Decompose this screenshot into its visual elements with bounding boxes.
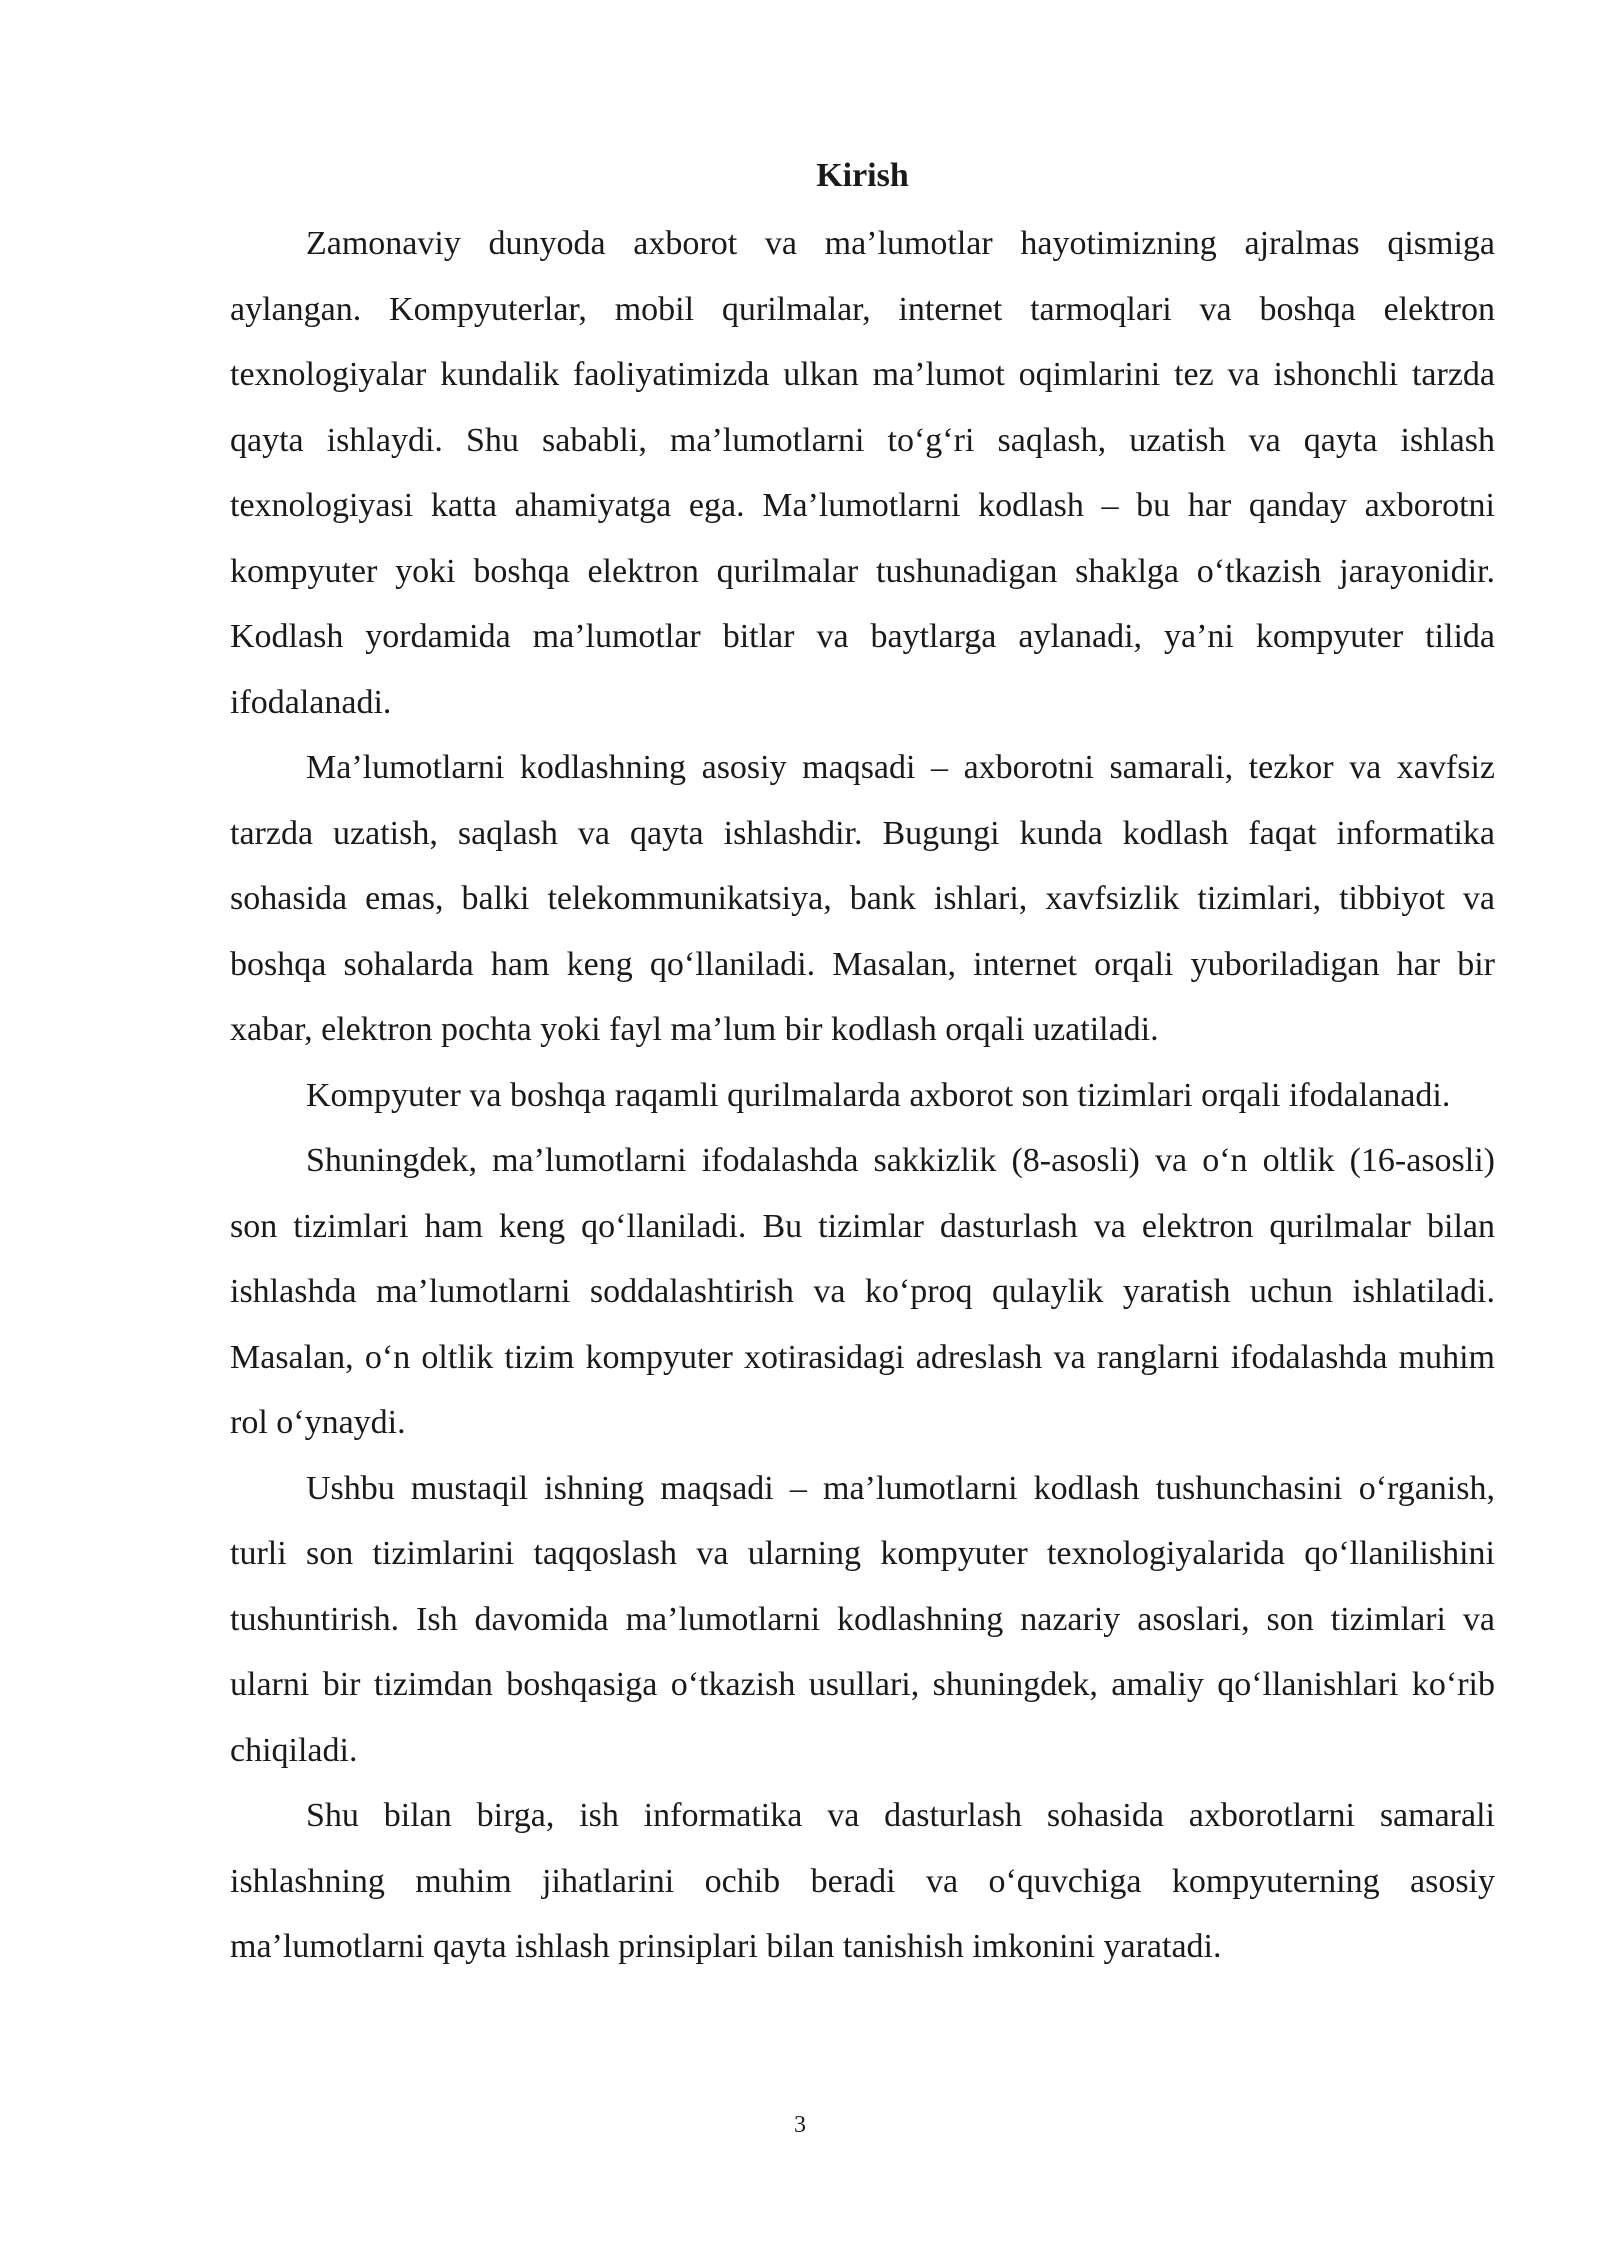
paragraph-3: Kompyuter va boshqa raqamli qurilmalarda axborot son tizimlari orqali ifodalanadi. [306, 1076, 1451, 1114]
paragraph-1: Zamonaviy dunyoda axborot va ma’lumotlar hayotimizning ajralmas qismiga aylangan. Kompyuterlar, mobil qurilmalar, internet tarmoqlari va boshqa elektron texnologiyalar kundalik faoliyatimizda ulkan ma’lumot oqimlarini tez va ishonchli tarzda qayta ishlaydi. Shu sababli, ma’lumotlarni to‘g‘ri saqlash, uzatish va qayta ishlash texnologiyasi katta ahamiyatga ega. Ma’lumotlarni kodlash – bu har qanday axborotni kompyuter yoki boshqa elektron qurilmalar tushunadigan shaklga o‘tkazish jarayonidir. Kodlash yordamida ma’lumotlar bitlar va baytlarga aylanadi, ya’ni kompyuter tilida ifodalanadi. [230, 225, 1495, 721]
paragraph-6: Shu bilan birga, ish informatika va dasturlash sohasida axborotlarni samarali ishlashning muhim jihatlarini ochib beradi va o‘quvchiga kompyuterning asosiy ma’lumotlarni qayta ishlash prinsiplari bilan tanishish imkonini yaratadi. [230, 1797, 1495, 1965]
paragraph-5: Ushbu mustaqil ishning maqsadi – ma’lumotlarni kodlash tushunchasini o‘rganish, turli son tizimlarini taqqoslash va ularning kompyuter texnologiyalarida qo‘llanilishini tushuntirish. Ish davomida ma’lumotlarni kodlashning nazariy asoslari, son tizimlari va ularni bir tizimdan boshqasiga o‘tkazish usullari, shuningdek, amaliy qo‘llanishlari ko‘rib chiqiladi. [230, 1469, 1495, 1769]
paragraph-2: Ma’lumotlarni kodlashning asosiy maqsadi – axborotni samarali, tezkor va xavfsiz tarzda uzatish, saqlash va qayta ishlashdir. Bugungi kunda kodlash faqat informatika sohasida emas, balki telekommunikatsiya, bank ishlari, xavfsizlik tizimlari, tibbiyot va boshqa sohalarda ham keng qo‘llaniladi. Masalan, internet orqali yuboriladigan har bir xabar, elektron pochta yoki fayl ma’lum bir kodlash orqali uzatiladi. [230, 749, 1495, 1048]
paragraph-4: Shuningdek, ma’lumotlarni ifodalashda sakkizlik (8-asosli) va o‘n oltlik (16-asosli) son tizimlari ham keng qo‘llaniladi. Bu tizimlar dasturlash va elektron qurilmalar bilan ishlashda ma’lumotlarni soddalashtirish va ko‘proq qulaylik yaratish uchun ishlatiladi. Masalan, o‘n oltlik tizim kompyuter xotirasidagi adreslash va ranglarni ifodalashda muhim rol o‘ynaydi. [230, 1142, 1495, 1441]
section-title: Kirish [816, 157, 909, 194]
page-number: 3 [794, 2112, 806, 2138]
page-content [230, 148, 1495, 1980]
